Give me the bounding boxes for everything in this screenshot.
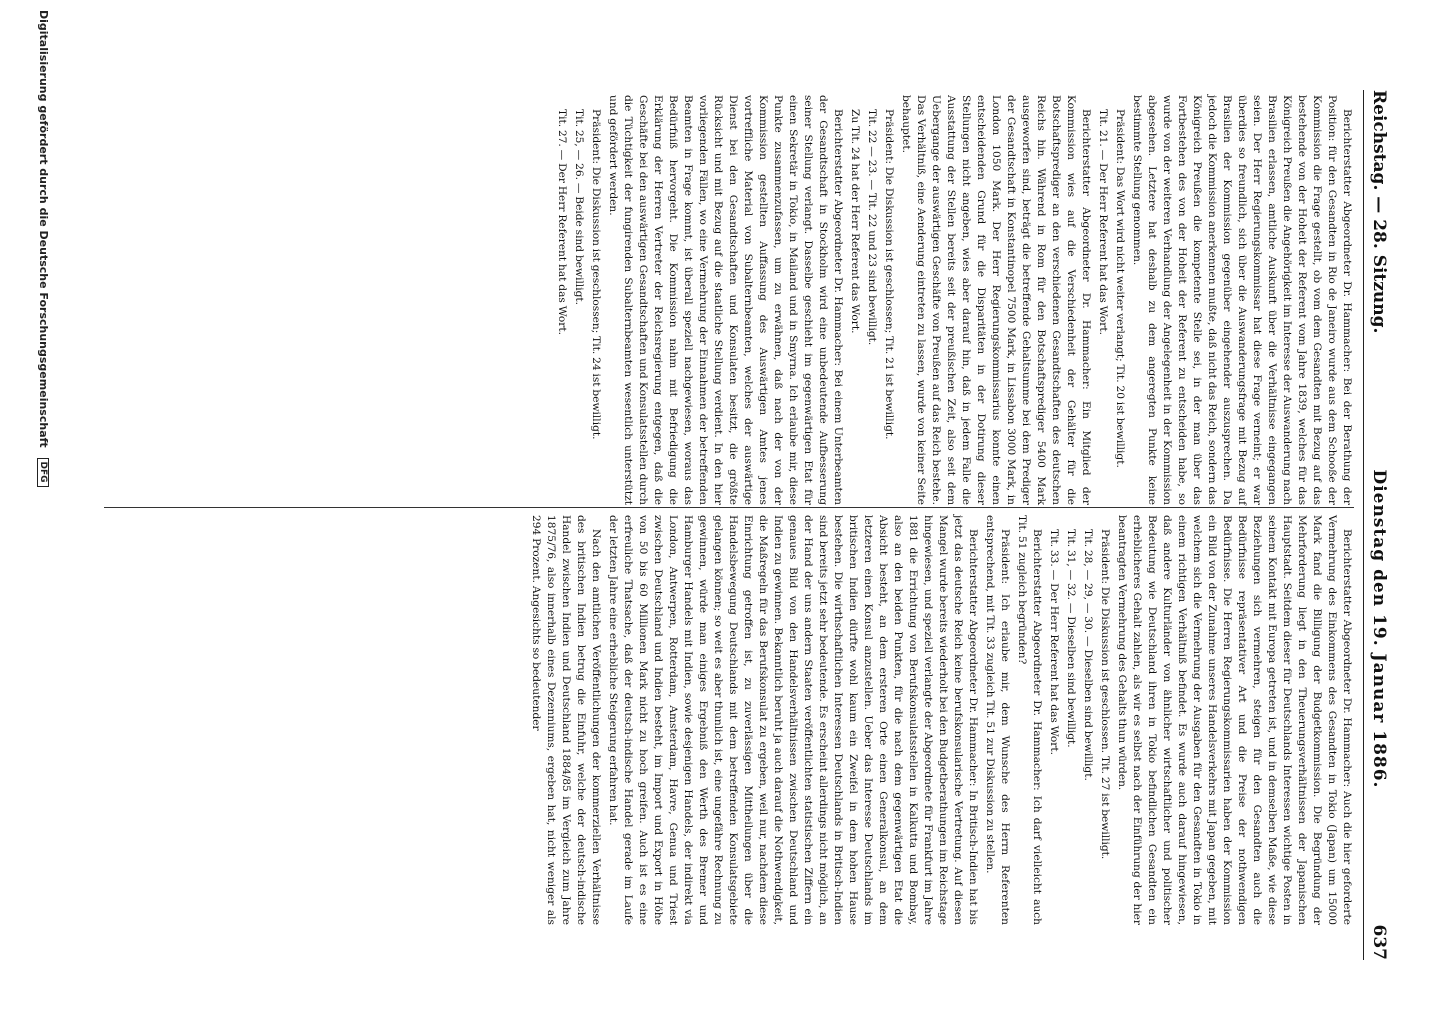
column-divider <box>104 507 1354 508</box>
paragraph: Tit. 25, — 26. — Beide sind bewilligt. <box>573 109 585 306</box>
paragraph: Präsident: Ich erlaube mir, dem Wunsche des Herrn Referenten entsprechend, mit Tit. 33 zugleich Tit. 51 zur Diskussion zu stellen. <box>984 515 1011 925</box>
paragraph: Präsident: Die Diskussion ist geschlossen; Tit. 24 ist bewilligt. <box>590 109 602 440</box>
stamp-text: Digitalisierung gefördert durch die Deutsche Forschungsgemeinschaft <box>37 10 50 448</box>
paragraph: Zu Tit. 24 hat der Herr Referent das Wort. <box>849 109 861 334</box>
header-date: Dienstag den 19. Januar 1886. <box>1369 469 1389 789</box>
paragraph: Tit. 31, — 32. — Dieselben sind bewilligt. <box>1065 529 1077 748</box>
right-column <box>526 515 1354 925</box>
paragraph: Tit. 22 — 23. — Tit. 22 und 23 sind bewilligt. <box>866 109 878 346</box>
paragraph: Präsident: Die Diskussion ist geschlossen; Tit. 21 ist bewilligt. <box>883 109 895 440</box>
paragraph: Tit. 28, — 29, — 30. — Dieselben sind bewilligt. <box>1082 529 1094 781</box>
paragraph: Nach den amtlichen Veröffentlichungen der kommerziellen Verhältnisse des britischen Indien betrug die Einfuhr, welche der deutsch-indische Handel zwischen Indien und Deutschland 1884/85 im Vergleich zum Jahre 1875/76, also innerhalb eines Dezenniums, ergeben hat, nicht weniger als 294 Prozent. Angesichts so bedeutender <box>530 515 602 925</box>
paragraph: Präsident: Das Wort wird nicht weiter verlangt; Tit. 20 ist bewilligt. <box>1114 109 1126 468</box>
paragraph: Berichterstatter Abgeordneter Dr. Hammacher: Auch die hier geforderte Vermehrung des Einkommens des Gesandten in Tokio (Japan) um 15000 Mark fand die Billigung der Budgetkommission. Die Begründung der Mehrforderung liegt in den Theuerungsverhältnissen der Japanischen Hauptstadt. Seitdem dieser für Deutschlands Interessen wichtige Posten in seinem Kontakt mit Europa getreten ist, und in demselben Maße, wie diese Beziehungen sich vermehren, steigen für den Gesandten auch die Bedürfnisse repräsentativer Art und die Preise der nothwendigen Bedürfnisse. Die Herren Regierungskommissarien haben der Kommission ein Bild von der Zunahme unseres Handelsverkehrs mit Japan gegeben, mit welchem sich die Vermehrung der Ausgaben für den Gesandten in Tokio in einem richtigen Verhältniß befindet. Es wurde auch darauf hingewiesen, daß andere Kulturländer von ähnlicher wirtschaftlicher und politischer Bedeutung wie Deutschland ihren in Tokio befindlichen Gesandten ein erheblicheres Gehalt zahlen, als wir es selbst nach der Einführung der hier beantragten Vermehrung des Gehalts thun würden. <box>1116 515 1353 925</box>
paragraph: Tit. 33. — Der Herr Referent hat das Wort. <box>1048 529 1060 755</box>
paragraph: Berichterstatter Abgeordneter Dr. Hammacher: Ein Mitglied der Kommission wies auf die Verschiedenheit der Gehälter für die Botschaftsprediger an den verschiedenen Gesandtschaften des deutschen Reichs hin. Während in Rom für den Botschaftsprediger 5400 Mark ausgeworfen sind, beträgt die betreffende Gehaltsumme bei dem Prediger der Gesandtschaft in Konstantinopel 7500 Mark, in Lissabon 3000 Mark, in London 1050 Mark. Der Herr Regierungskommissarius konnte einen entscheidenden Grund für die Disparitäten in der Dotirung dieser Stellungen nicht angeben, wies aber darauf hin, daß in jedem Falle die Ausstattung der Stellen bereits seit der preußischen Zeit, also seit dem Uebergange der auswärtigen Geschäfte von Preußen auf das Reich bestehe. Das Verhältniß, eine Aenderung eintreten zu lassen, wurde von keiner Seite behauptet. <box>900 95 1092 505</box>
paragraph: Präsident: Die Diskussion ist geschlossen. Tit. 27 ist bewilligt. <box>1099 529 1111 860</box>
header-left: Reichstag. — 28. Sitzung. <box>1369 90 1389 334</box>
left-column <box>552 95 1354 505</box>
paragraph: Berichterstatter Abgeordneter Dr. Hammacher: In Britisch-Indien hat bis jetzt das deutsche Reich keine berufskonsularische Vertretung. Auf diesen Mangel wurde bereits wiederholt bei den Budgetberathungen im Reichstage hingewiesen, und speziell verlangte der Abgeordnete für Frankfurt im Jahre 1881 die Errichtung von Berufskonsulatsstellen in Kalkutta und Bombay, also an den beiden Punkten, für die nach dem gegenwärtigen Etat die Absicht besteht, an dem ersteren Orte einen Generalkonsul, an dem letzteren einen Konsul anzustellen. Ueber das Interesse Deutschlands im britischen Indien dürfte wohl kaum ein Zweifel in dem hohen Hause bestehen. Die wirthschaftlichen Interessen Deutschlands in Britisch-Indien sind bereits jetzt sehr bedeutende. Es erscheint allerdings nicht möglich, an der Hand der uns andern Staaten veröffentlichten statistischen Ziffern ein genaues Bild von den Handelsverhältnissen zwischen Deutschland und Indien zu gewinnen. Bekanntlich beruht ja auch darauf die Nothwendigkeit, die Maßregeln für das Berufskonsulat zu ergeben, weil nur, nachdem diese Einrichtung getroffen ist, zu zuverlässigen Mittheilungen über die Handelsbewegung Deutschlands mit dem betreffenden Konsulatsgebiete gelangen können; so weit es aber thunlich ist, eine ungefähre Rechnung zu gewinnen, würde man einiges Ergebniß den Werth des Bremer und Hamburger Handels mit Indien, sowie desjenigen Handels, der indirekt via London, Antwerpen, Rotterdam, Amsterdam, Havre, Genua und Triest zwischen Deutschland und Indien besteht, im Import und Export in Höhe von 50 bis 60 Millionen Mark nicht zu hoch greifen. Auch ist es eine erfreuliche Thatsache, daß der deutsch-indische Handel gerade im Laufe der letzten Jahre eine erhebliche Steigerung erfahren hat. <box>607 515 979 925</box>
dfg-logo: DFG <box>37 458 49 487</box>
digitization-stamp <box>34 0 50 1010</box>
paragraph: Berichterstatter Abgeordneter Dr. Hammacher: Bei einem Unterbeamten der Gesandtschaft in Stockholm wird eine unbedeutende Aufbesserung seiner Stellung verlangt. Dasselbe geschieht im gegenwärtigen Etat für einen Sekretär in Tokio, in Mailand und in Smyrna. Ich erlaube mir, diese Punkte zusammenzufassen, um zu erwähnen, daß nach der von der Kommission gestellten Auffassung des Auswärtigen Amtes jenes vortreffliche Material von Subalternbeamten, welches der auswärtige Dienst bei den Gesandtschaften und Konsulaten besitzt, die größte Rücksicht und mit Bezug auf die staatliche Stellung verdient. In den hier vorliegenden Fällen, wo eine Vermehrung der Einnahmen der betreffenden Beamten in Frage kommt, ist überall speziell nachgewiesen, woraus das Bedürfniß hervorgeht. Die Kommission nahm mit Befriedigung die Erklärung der Herren Vertreter der Reichsregierung entgegen, daß die Geschäfte bei den auswärtigen Gesandtschaften und Konsulatsstellen durch die Tüchtigkeit der fungirenden Subalternbeamten wesentlich unterstützt und gefördert werden. <box>607 95 844 505</box>
page-number: 637 <box>1369 924 1389 960</box>
paragraph: Tit. 21. — Der Herr Referent hat das Wort. <box>1097 109 1109 335</box>
paragraph: Berichterstatter Abgeordneter Dr. Hammacher: Bei der Berathung der Position: für den Gesandten in Rio de Janeiro wurde aus dem Schooße der Kommission die Frage gestellt, ob vom dem Gesandten mit Bezug auf das bestehende von der Hoheit der Referent vom Jahre 1839, welches für das Königreich Preußen die Angehörigkeit im Interesse der Auswanderung nach Brasilien erlassen, amtliche Auskunft über die Verhältnisse eingegangen seien. Der Herr Regierungskommissar hat diese Frage verneint; er war überdies so freundlich, sich über die Auswanderungsfrage mit Bezug auf Brasilien der Kommission gegenüber eingehender auszusprechen. Da jedoch die Kommission anerkennen mußte, daß nicht das Reich, sondern das Königreich Preußen die kompetente Stelle sei, in der man über das Fortbestehen des von der Hoheit der Referent zu entscheiden habe, so wurde von der weiteren Verhandlung der Angelegenheit in der Kommission abgesehen. Letztere hat deshalb zu dem angeregten Punkte keine bestimmte Stellung genommen. <box>1131 95 1353 505</box>
page-header <box>1363 90 1394 960</box>
paragraph: Tit. 27. — Der Herr Referent hat das Wort. <box>556 109 568 335</box>
paragraph: Berichterstatter Abgeordneter Dr. Hammacher: Ich darf vielleicht auch Tit. 51 zugleich begründen? <box>1016 515 1043 925</box>
